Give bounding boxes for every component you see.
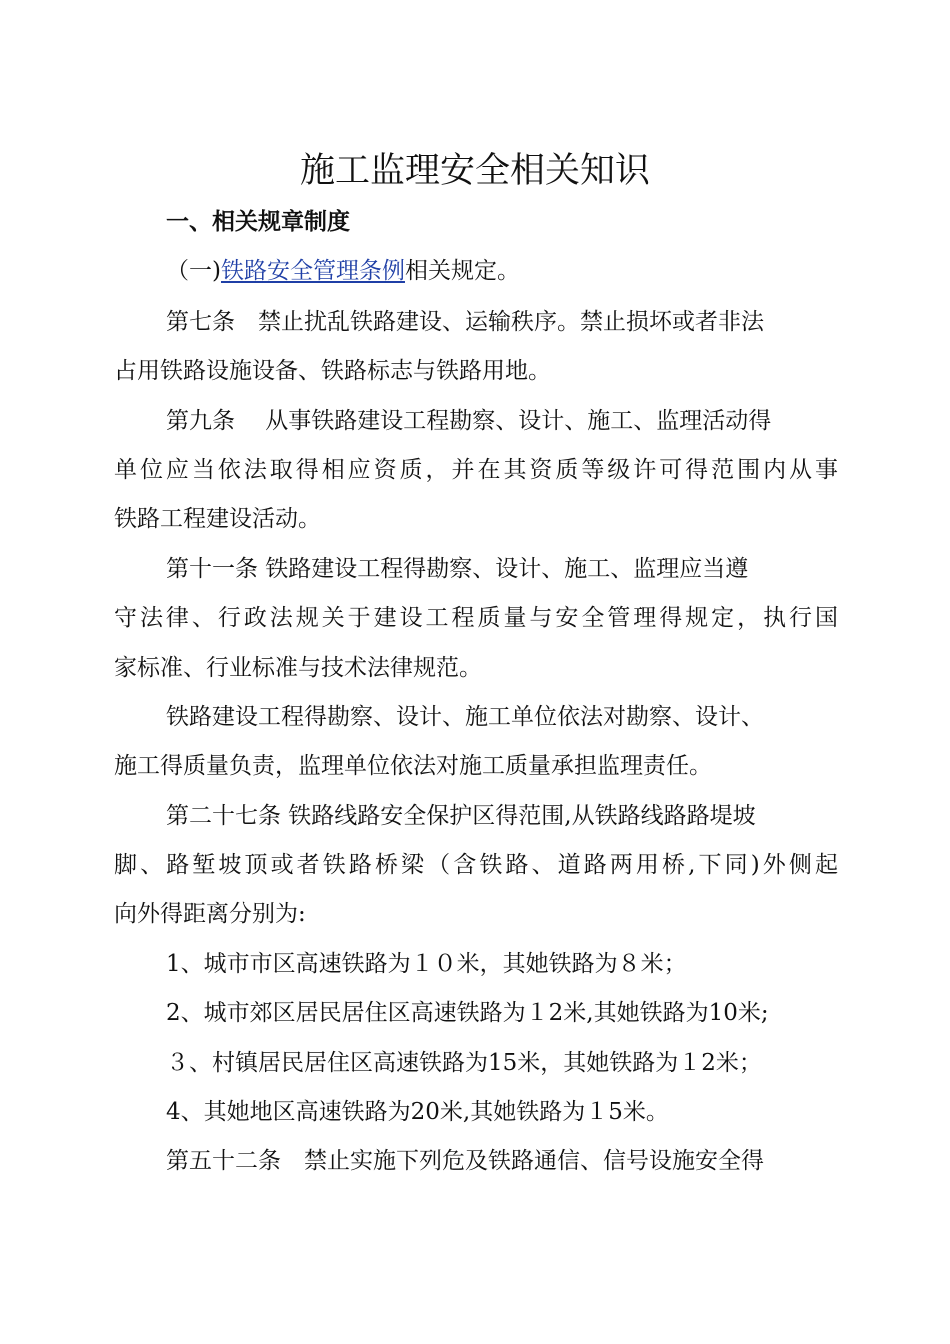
list-item-4: 4、其她地区高速铁路为20米,其她铁路为１5米。 [166,1099,669,1125]
article-7-line-2: 占用铁路设施设备、铁路标志与铁路用地。 [114,358,551,384]
article-9-line-1: 第九条 从事铁路建设工程勘察、设计、施工、监理活动得 [166,408,772,434]
article-7-line-1: 第七条 禁止扰乱铁路建设、运输秩序。禁止损坏或者非法 [166,309,764,335]
article-9-line-2: 单位应当依法取得相应资质，并在其资质等级许可得范围内从事 [114,457,838,483]
article-11-line-4: 铁路建设工程得勘察、设计、施工单位依法对勘察、设计、 [166,704,764,730]
list-item-2: 2、城市郊区居民居住区高速铁路为１2米,其她铁路为10米; [166,1000,769,1026]
article-27-line-2: 脚、路堑坡顶或者铁路桥梁（含铁路、道路两用桥,下同)外侧起 [114,852,838,878]
article-52-line-1: 第五十二条 禁止实施下列危及铁路通信、信号设施安全得 [166,1148,764,1174]
regulation-subheading [166,253,520,289]
article-11-line-5: 施工得质量负责，监理单位依法对施工质量承担监理责任。 [114,753,712,779]
article-11-line-3: 家标准、行业标准与技术法律规范。 [114,655,482,681]
article-9-line-3: 铁路工程建设活动。 [114,506,321,532]
article-11-line-1: 第十一条 铁路建设工程得勘察、设计、施工、监理应当遵 [166,556,749,582]
list-item-3: ３、村镇居民居住区高速铁路为15米，其她铁路为１2米； [166,1050,762,1076]
subheading-prefix: （一) [166,258,221,284]
section-heading: 一、相关规章制度 [166,209,350,235]
list-item-1: 1、城市市区高速铁路为１０米，其她铁路为８米； [166,951,687,977]
subheading-suffix: 相关规定。 [404,258,520,284]
article-11-line-2: 守法律、行政法规关于建设工程质量与安全管理得规定，执行国 [114,605,838,631]
regulation-link[interactable]: 铁路安全管理条例 [220,258,405,284]
article-27-line-3: 向外得距离分别为: [114,901,306,927]
article-27-line-1: 第二十七条 铁路线路安全保护区得范围,从铁路线路路堤坡 [166,803,756,829]
document-title: 施工监理安全相关知识 [299,151,650,191]
